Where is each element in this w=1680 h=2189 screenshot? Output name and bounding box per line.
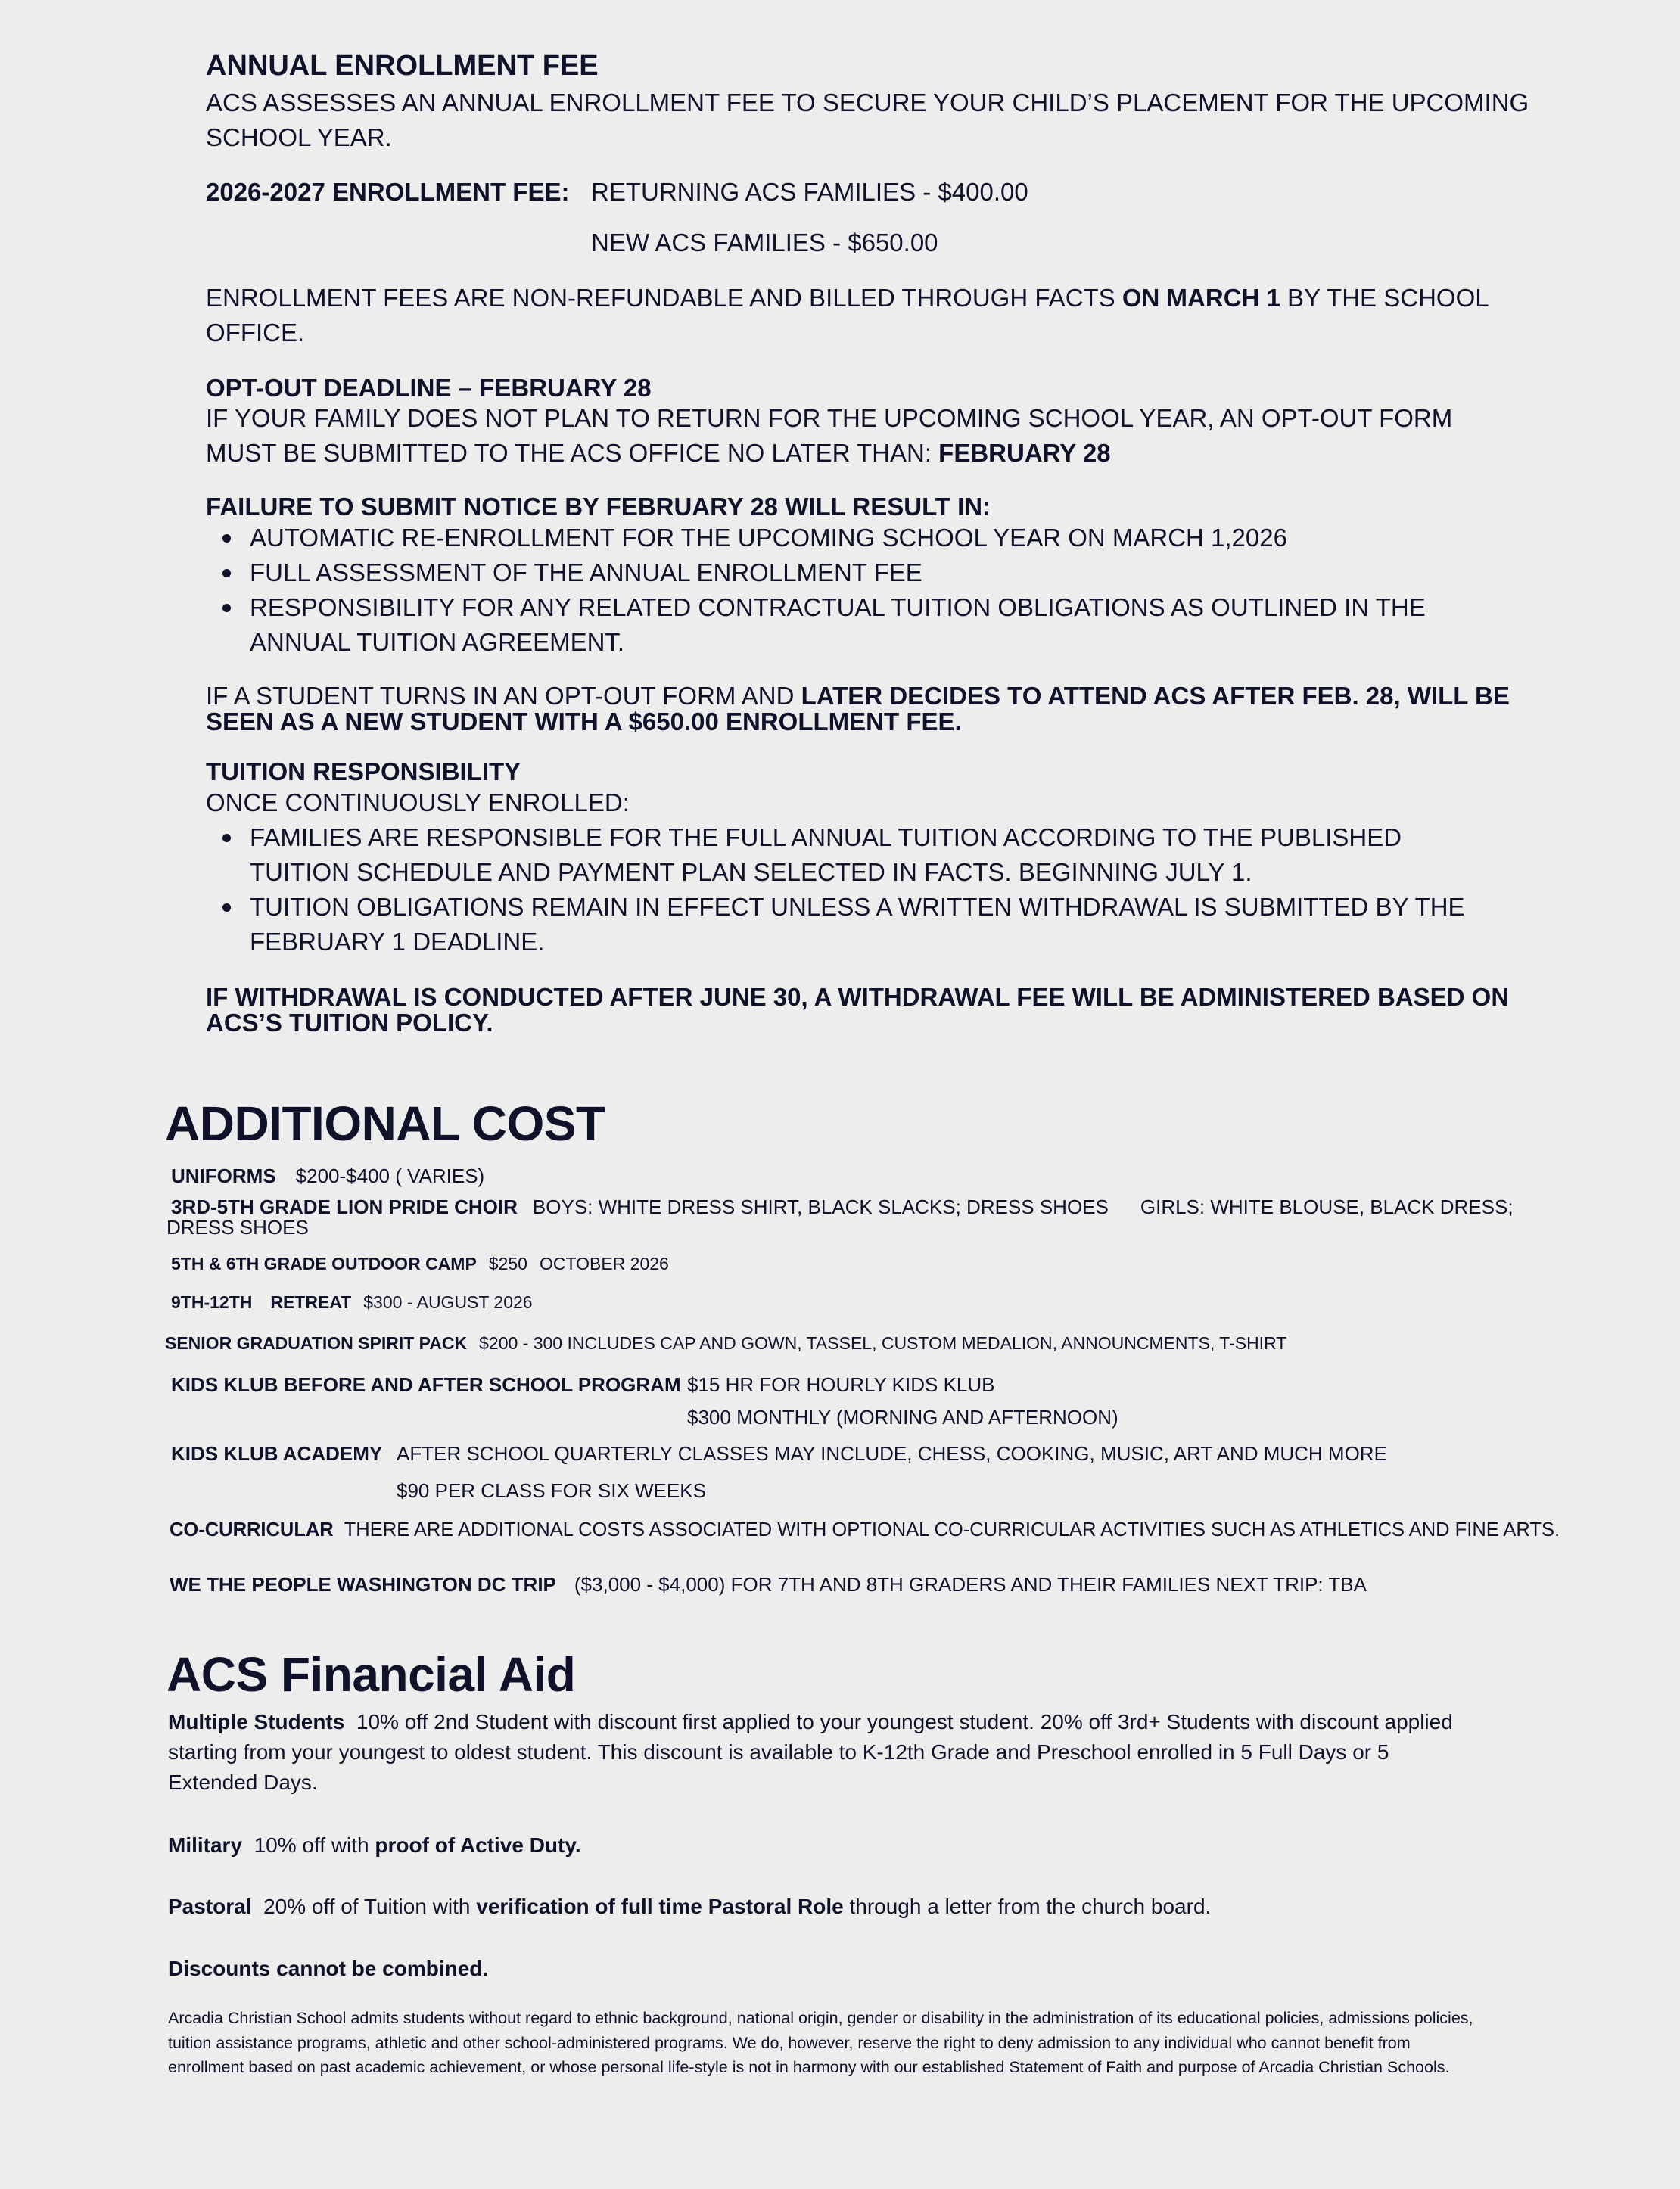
additional-cost-heading: ADDITIONAL COST [165, 1096, 605, 1151]
uniforms-row: UNIFORMS $200-$400 ( VARIES) [171, 1164, 485, 1187]
list-item: RESPONSIBILITY FOR ANY RELATED CONTRACTUAL TUITION OBLIGATIONS AS OUTLINED IN THE ANNUAL TUITION AGREEMENT. [206, 590, 1526, 660]
choir-row-cont: DRESS SHOES [166, 1216, 309, 1239]
kidsklub-hourly: $15 HR FOR HOURLY KIDS KLUB [687, 1373, 995, 1396]
uniforms-label: UNIFORMS [171, 1164, 276, 1187]
failure-list [206, 521, 1526, 660]
tuition-list [206, 820, 1492, 959]
military-discount: Military 10% off with proof of Active Duty. [168, 1833, 581, 1857]
fee-new: NEW ACS FAMILIES - $650.00 [591, 229, 938, 257]
tuition-heading: TUITION RESPONSIBILITY [206, 757, 521, 785]
list-item: AUTOMATIC RE-ENROLLMENT FOR THE UPCOMING SCHOOL YEAR ON MARCH 1,2026 [206, 521, 1526, 555]
retreat-row: 9TH-12TH RETREAT $300 - AUGUST 2026 [171, 1292, 533, 1312]
academy-price: $90 PER CLASS FOR SIX WEEKS [397, 1479, 706, 1502]
tuition-intro: ONCE CONTINUOUSLY ENROLLED: [206, 788, 630, 816]
failure-heading: FAILURE TO SUBMIT NOTICE BY FEBRUARY 28 WILL RESULT IN: [206, 493, 991, 521]
multiple-students: Multiple Students 10% off 2nd Student with discount first applied to your youngest student. 20% off 3rd+ Students with discount applied starting from your youngest to oldest student. This discount is available to K-12th Grade and Preschool enrolled in 5 Full Days or 5 Extended Days. [168, 1710, 1453, 1794]
cocurricular-label: CO-CURRICULAR [170, 1519, 334, 1541]
nondiscrimination-statement: Arcadia Christian School admits students without regard to ethnic background, national origin, gender or disability in the administration of its educational policies, admissions policies, tuition assistance programs, athletic and other school-administered programs. We do, however, reserve the right to deny admission to any individual who cannot benefit from enrollment based on past academic achievement, or whose personal life-style is not in harmony with our established Statement of Faith and purpose of Arcadia Christian Schools. [168, 2009, 1473, 2076]
kidsklub-monthly: $300 MONTHLY (MORNING AND AFTERNOON) [687, 1406, 1118, 1429]
financial-aid-heading: ACS Financial Aid [166, 1647, 576, 1702]
no-combine-note: Discounts cannot be combined. [168, 1957, 489, 1980]
enrollment-intro: ACS ASSESSES AN ANNUAL ENROLLMENT FEE TO SECURE YOUR CHILD’S PLACEMENT FOR THE UPCOMING SCHOOL YEAR. [206, 89, 1529, 151]
choir-row: 3RD-5TH GRADE LION PRIDE CHOIR BOYS: WHITE DRESS SHIRT, BLACK SLACKS; DRESS SHOES GIRLS: WHITE BLOUSE, BLACK DRESS; [171, 1196, 1514, 1218]
kidsklub-row [171, 1373, 681, 1397]
senior-label: SENIOR GRADUATION SPIRIT PACK [165, 1333, 468, 1353]
list-item: FAMILIES ARE RESPONSIBLE FOR THE FULL ANNUAL TUITION ACCORDING TO THE PUBLISHED TUITION SCHEDULE AND PAYMENT PLAN SELECTED IN FACTS. BEGINNING JULY 1. [206, 820, 1492, 890]
list-item: FULL ASSESSMENT OF THE ANNUAL ENROLLMENT FEE [206, 555, 1526, 590]
billing-note: ENROLLMENT FEES ARE NON-REFUNDABLE AND BILLED THROUGH FACTS ON MARCH 1 BY THE SCHOOL OFFICE. [206, 284, 1489, 347]
camp-label: 5TH & 6TH GRADE OUTDOOR CAMP [171, 1254, 477, 1273]
list-item: TUITION OBLIGATIONS REMAIN IN EFFECT UNLESS A WRITTEN WITHDRAWAL IS SUBMITTED BY THE FEBRUARY 1 DEADLINE. [206, 890, 1492, 959]
academy-label: KIDS KLUB ACADEMY [171, 1442, 383, 1465]
fee-returning: RETURNING ACS FAMILIES - $400.00 [591, 178, 1028, 206]
optout-late-note: IF A STUDENT TURNS IN AN OPT-OUT FORM AND LATER DECIDES TO ATTEND ACS AFTER FEB. 28, WILL BE SEEN AS A NEW STUDENT WITH A $650.00 ENROLLMENT FEE. [206, 682, 1510, 735]
kidsklub-label: KIDS KLUB BEFORE AND AFTER SCHOOL PROGRAM [171, 1373, 681, 1396]
camp-row: 5TH & 6TH GRADE OUTDOOR CAMP $250 OCTOBER 2026 [171, 1254, 669, 1273]
academy-row [171, 1441, 382, 1466]
pastoral-discount: Pastoral 20% off of Tuition with verification of full time Pastoral Role through a letter from the church board. [168, 1895, 1212, 1918]
cocurricular-row: CO-CURRICULAR THERE ARE ADDITIONAL COSTS ASSOCIATED WITH OPTIONAL CO-CURRICULAR ACTIVITIES SUCH AS ATHLETICS AND FINE ARTS. [170, 1519, 1560, 1541]
academy-desc: AFTER SCHOOL QUARTERLY CLASSES MAY INCLUDE, CHESS, COOKING, MUSIC, ART AND MUCH MORE [397, 1442, 1387, 1465]
choir-label: 3RD-5TH GRADE LION PRIDE CHOIR [171, 1196, 518, 1218]
dctrip-row: WE THE PEOPLE WASHINGTON DC TRIP ($3,000 - $4,000) FOR 7TH AND 8TH GRADERS AND THEIR FAMILIES NEXT TRIP: TBA [170, 1573, 1367, 1596]
fee-label: 2026-2027 ENROLLMENT FEE: [206, 178, 570, 206]
withdrawal-note: IF WITHDRAWAL IS CONDUCTED AFTER JUNE 30, A WITHDRAWAL FEE WILL BE ADMINISTERED BASED ON ACS’S TUITION POLICY. [206, 983, 1510, 1037]
optout-heading: OPT-OUT DEADLINE – FEBRUARY 28 [206, 374, 652, 402]
senior-row: SENIOR GRADUATION SPIRIT PACK $200 - 300 INCLUDES CAP AND GOWN, TASSEL, CUSTOM MEDALION, ANNOUNCMENTS, T-SHIRT [165, 1333, 1287, 1353]
optout-text: IF YOUR FAMILY DOES NOT PLAN TO RETURN FOR THE UPCOMING SCHOOL YEAR, AN OPT-OUT FORM MUST BE SUBMITTED TO THE ACS OFFICE NO LATER THAN: FEBRUARY 28 [206, 404, 1453, 467]
enrollment-heading: ANNUAL ENROLLMENT FEE [206, 50, 599, 82]
dctrip-label: WE THE PEOPLE WASHINGTON DC TRIP [170, 1573, 556, 1596]
